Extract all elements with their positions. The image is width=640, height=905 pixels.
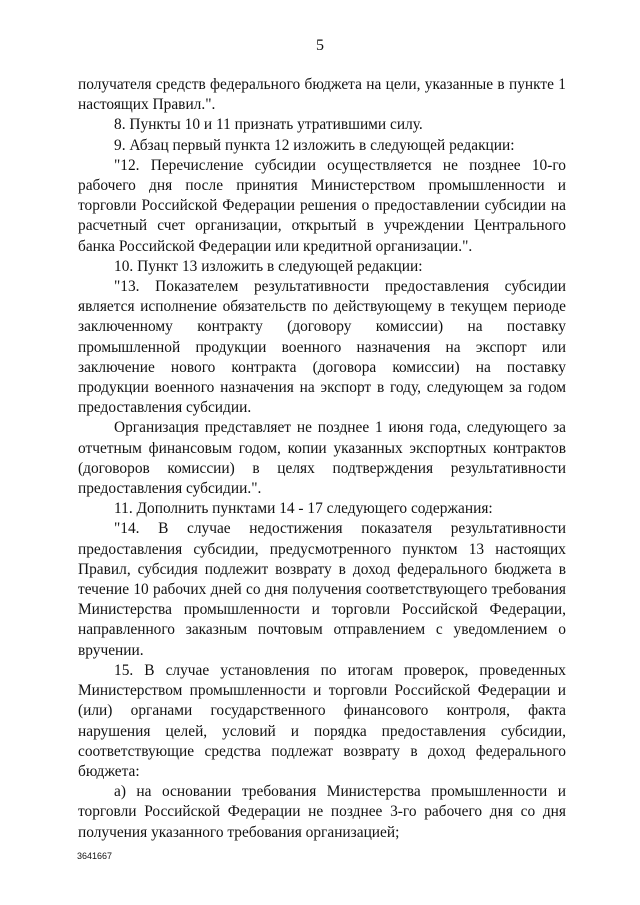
- paragraph-subclause-a: а) на основании требования Министерства промышленности и торговли Российской Федерации не позднее 3-го рабочего дня со дня получения указанного требования организацией;: [78, 783, 566, 841]
- paragraph-item-8: 8. Пункты 10 и 11 признать утратившими силу.: [114, 116, 423, 134]
- paragraph-item-10: 10. Пункт 13 изложить в следующей редакции:: [114, 257, 423, 275]
- paragraph-clause-13-continued: Организация представляет не позднее 1 июня года, следующего за отчетным финансовым годом, копии указанных экспортных контрактов (договоров комиссии) в целях подтверждения результативности предоставления субсидии.".: [78, 419, 566, 498]
- paragraph-clause-15: 15. В случае установления по итогам проверок, проведенных Министерством промышленности и торговли Российской Федерации и (или) органами государственного финансового контроля, факта нарушения целей, условий и порядка предоставления субсидии, соответствующие средства подлежат возврату в доход федерального бюджета:: [78, 661, 566, 780]
- paragraph-item-11: 11. Дополнить пунктами 14 - 17 следующего содержания:: [114, 500, 493, 518]
- page-number: 5: [316, 37, 324, 54]
- document-body: [78, 75, 566, 843]
- paragraph-continuation: получателя средств федерального бюджета на цели, указанные в пункте 1 настоящих Правил.".: [78, 76, 566, 114]
- document-code: 3641667: [77, 851, 113, 861]
- paragraph-clause-14: "14. В случае недостижения показателя результативности предоставления субсидии, предусмотренного пунктом 13 настоящих Правил, субсидия подлежит возврату в доход федерального бюджета в течение 10 рабочих дней со дня получения соответствующего требования Министерства промышленности и торговли Российской Федерации, направленного заказным почтовым отправлением с уведомлением о вручении.: [78, 520, 566, 659]
- paragraph-item-9: 9. Абзац первый пункта 12 изложить в следующей редакции:: [114, 136, 515, 154]
- paragraph-clause-13: "13. Показателем результативности предоставления субсидии является исполнение обязательств по действующему в текущем периоде заключенному контракту (договору комиссии) на поставку промышленной продукции военного назначения на экспорт или заключение нового контракта (договора комиссии) на поставку продукции военного назначения на экспорт в году, следующем за годом предоставления субсидии.: [78, 278, 566, 417]
- paragraph-clause-12: "12. Перечисление субсидии осуществляется не позднее 10-го рабочего дня после принятия Министерством промышленности и торговли Российской Федерации решения о предоставлении субсидии на расчетный счет организации, открытый в учреждении Центрального банка Российской Федерации или кредитной организации.".: [78, 156, 566, 255]
